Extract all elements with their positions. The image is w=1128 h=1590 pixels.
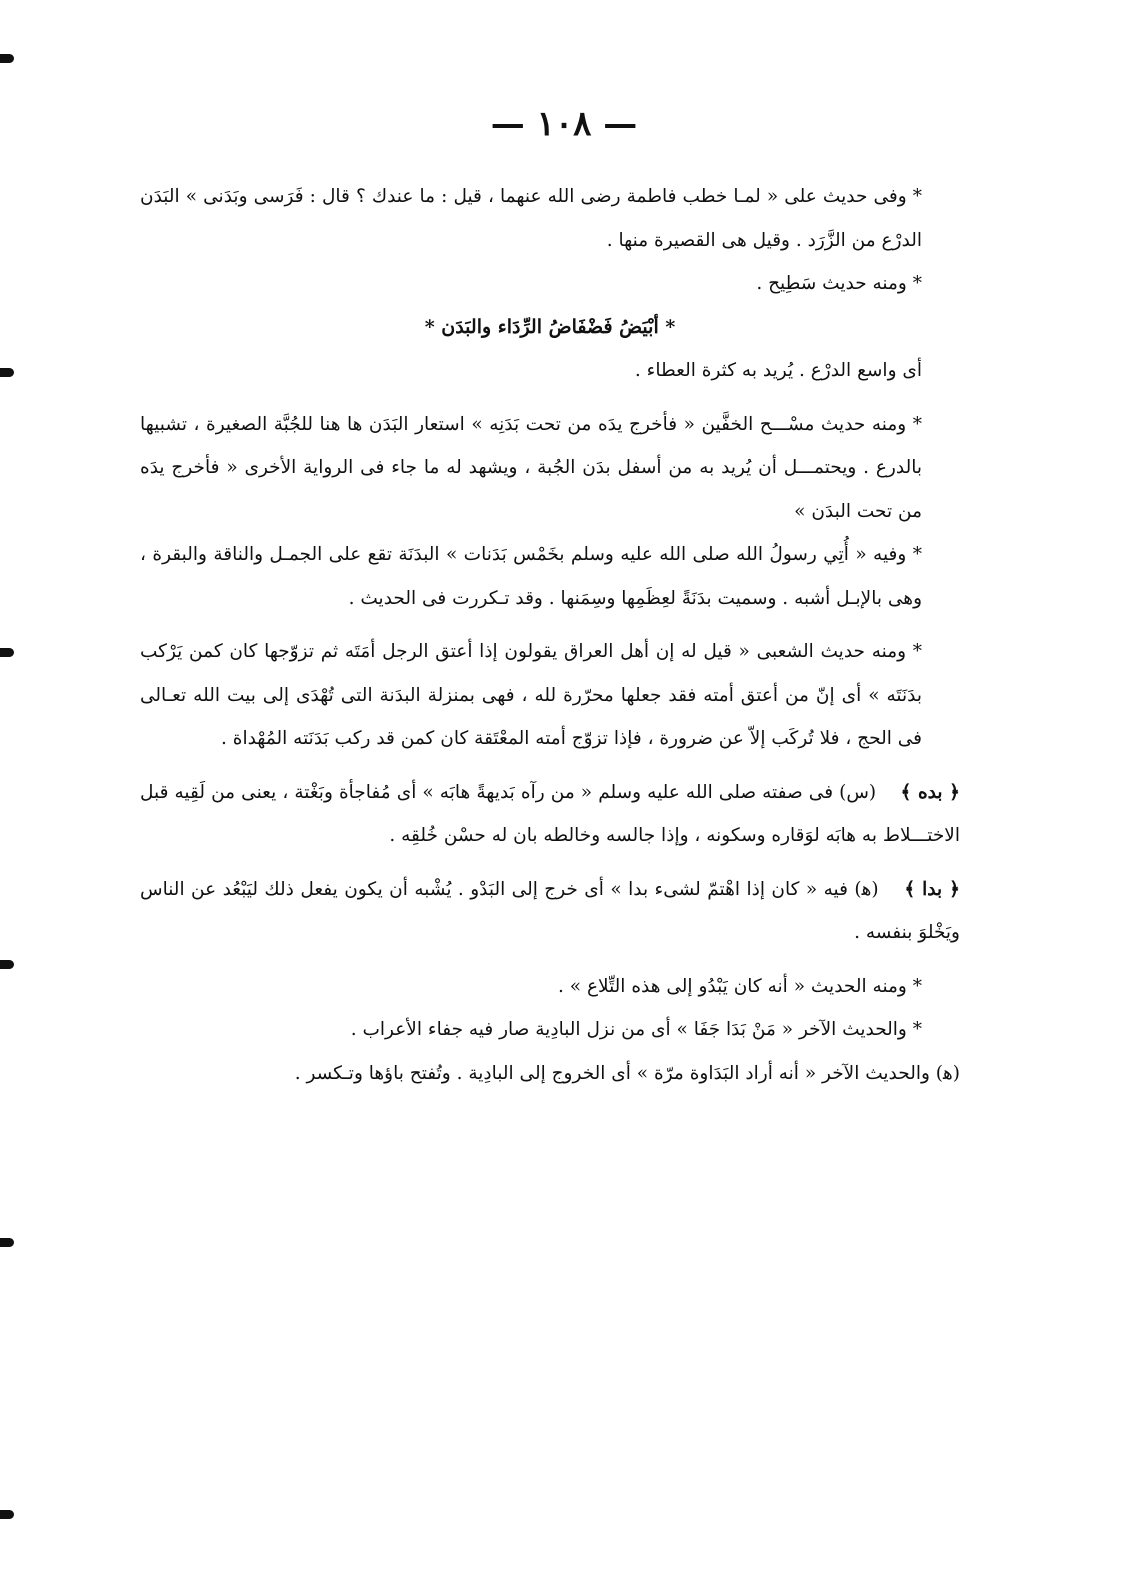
entry-bada-text: (ﻫ) فيه « كان إذا اهْتمّ لشىء بدا » أى خرج إلى البَدْو . يُشْبه أن يكون يفعل ذلك ليَبْعُد عن الناس ويَخْلوَ بنفسه . [140, 878, 960, 943]
scan-edge-mark [0, 1510, 14, 1519]
paragraph-tila: * ومنه الحديث « أنه كان يَبْدُو إلى هذه التِّلاع » . [558, 975, 922, 997]
scan-edge-mark [0, 960, 14, 969]
paragraph-badawa: (ﻫ) والحديث الآخر « أنه أراد البَدَاوة مرّة » أى الخروج إلى البادِية . وتُفتح باؤها وتـكسر . [294, 1062, 960, 1084]
paragraph-explanation: أى واسع الدرْع . يُريد به كثرة العطاء . [634, 360, 922, 381]
entry-badaha [140, 771, 960, 858]
scan-edge-mark [0, 648, 14, 657]
page-body [140, 175, 960, 1095]
verse-line: * أبْيَضُ فَضْفَاضُ الرِّدَاء والبَدَن * [424, 315, 676, 338]
page-number: — ١٠٨ — [490, 104, 638, 144]
scan-edge-mark [0, 54, 14, 63]
paragraph-jafa: * والحديث الآخر « مَنْ بَدَا جَفَا » أى من نزل البادِية صار فيه جفاء الأعراب . [350, 1019, 922, 1040]
paragraph-hadith-ali: * وفى حديث على « لمـا خطب فاطمة رضى الله عنهما ، قيل : ما عندك ؟ قال : فَرَسى وبَدَنى » البَدَن الدرْع من الزَّرَد . وقيل هى القصيرة منها . [140, 186, 922, 251]
paragraph-hadith-satih: * ومنه حديث سَطِيح . [756, 273, 922, 294]
entry-bada [140, 868, 960, 955]
scan-edge-mark [0, 368, 14, 377]
headword-bada: ﴿ بدا ﴾ [904, 878, 960, 900]
paragraph-badanat: * وفيه « أُتِي رسولُ الله صلى الله عليه وسلم بخَمْس بَدَنات » البدَنَة تقع على الجمـل والناقة والبقرة ، وهى بالإبـل أشبه . وسميت بدَنَةً لعِظَمِها وسِمَنها . وقد تـكررت فى الحديث . [140, 544, 922, 609]
paragraph-khuffayn: * ومنه حديث مسْـــح الخفَّين « فأخرج يدَه من تحت بَدَنِه » استعار البَدَن ها هنا للجُبَّة الصغيرة ، تشبيها بالدرع . ويحتمـــل أن يُريد به من أسفل بدَن الجُبة ، ويشهد له ما جاء فى الرواية الأخرى « فأخرج يدَه من تحت البدَن » [140, 413, 922, 522]
headword-badaha: ﴿ بده ﴾ [900, 781, 960, 803]
scan-edge-mark [0, 1238, 14, 1247]
paragraph-shabi: * ومنه حديث الشعبى « قيل له إن أهل العراق يقولون إذا أعتق الرجل أمَتَه ثم تزوّجها كان كمن يَرْكب بدَنَتَه » أى إنّ من أعتق أمته فقد جعلها محرّرة لله ، فهى بمنزلة البدَنة التى تُهْدَى إلى بيت الله تعـالى فى الحج ، فلا تُركَب إلاّ عن ضرورة ، فإذا تزوّج أمته المعْتَقة كان كمن قد ركب بَدَنَته المُهْداة . [140, 641, 922, 749]
entry-badaha-text: (س) فى صفته صلى الله عليه وسلم « من رآه بَديهةً هابَه » أى مُفاجأة وبَغْتة ، يعنى من لَقِيه قبل الاختـــلاط به هابَه لوَقاره وسكونه ، وإذا جالسه وخالطه بان له حسْن خُلقِه . [140, 781, 960, 846]
